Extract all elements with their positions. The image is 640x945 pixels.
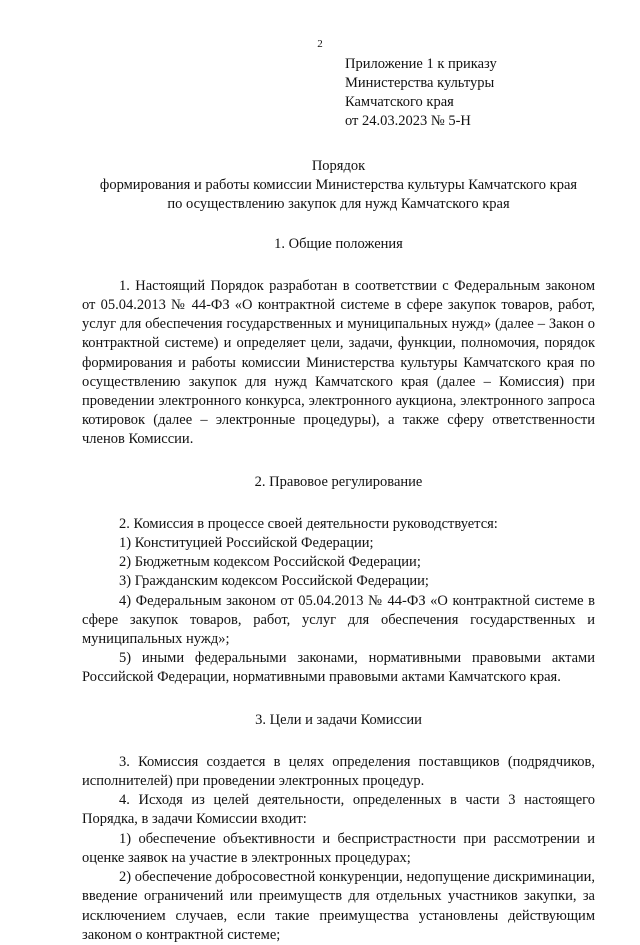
list-item: 2) обеспечение добросовестной конкуренции, недопущение дискриминации, введение ограничений или преимуществ для отдельных участников закупки, за исключением случаев, если такие преимущества установлены действующим законом о контрактной системе; (82, 869, 595, 943)
page-number: 2 (317, 38, 323, 50)
approval-line: Министерства культуры (345, 75, 495, 91)
approval-block (345, 55, 625, 131)
paragraph: 3. Комиссия создается в целях определения поставщиков (подрядчиков, исполнителей) при проведении электронных процедур. (82, 753, 595, 790)
title-line: по осуществлению закупок для нужд Камчатского края (167, 196, 510, 213)
section-heading: 3. Цели и задачи Комиссии (255, 711, 422, 728)
list-item: 4) Федеральным законом от 05.04.2013 № 44-ФЗ «О контрактной системе в сфере закупок товаров, работ, услуг для обеспечения государственных и муниципальных нужд»; (82, 592, 595, 648)
approval-line: от 24.03.2023 № 5-Н (345, 113, 471, 129)
document-body (82, 157, 595, 945)
list-item: 3) Гражданским кодексом Российской Федерации; (119, 573, 429, 590)
list-item: 5) иными федеральными законами, нормативными правовыми актами Российской Федерации, нормативными правовыми актами Камчатского края. (82, 650, 595, 686)
paragraph: 1. Настоящий Порядок разработан в соответствии с Федеральным законом от 05.04.2013 № 44-ФЗ «О контрактной системе в сфере закупок товаров, работ, услуг для обеспечения государственных и муниципальных нужд» (далее – Закон о контрактной системе) и определяет цели, задачи, функции, полномочия, порядок формирования и работы комиссии Министерства культуры Камчатского края по осуществлению закупок для нужд Камчатского края (далее – Комиссия) при проведении электронного конкурса, электронного аукциона, электронного запроса котировок (далее – электронные процедуры), а также сферу ответственности членов Комиссии. (82, 277, 595, 448)
list-item: 1) Конституцией Российской Федерации; (119, 535, 374, 552)
section-heading: 2. Правовое регулирование (254, 473, 423, 490)
list-item: 2) Бюджетным кодексом Российской Федерации; (119, 554, 421, 571)
approval-line: Приложение 1 к приказу (345, 56, 497, 72)
paragraph: 2. Комиссия в процессе своей деятельности руководствуется: (119, 515, 498, 532)
list-item: 1) обеспечение объективности и беспристрастности при рассмотрении и оценке заявок на участие в электронных процедурах; (82, 830, 595, 866)
title-line: Порядок (311, 158, 366, 174)
paragraph: 4. Исходя из целей деятельности, определенных в части 3 настоящего Порядка, в задачи Комиссии входит: (82, 792, 595, 828)
document-title (82, 157, 595, 215)
section-heading: 1. Общие положения (274, 235, 403, 252)
title-line: формирования и работы комиссии Министерства культуры Камчатского края (99, 177, 578, 194)
approval-line: Камчатского края (345, 94, 454, 110)
